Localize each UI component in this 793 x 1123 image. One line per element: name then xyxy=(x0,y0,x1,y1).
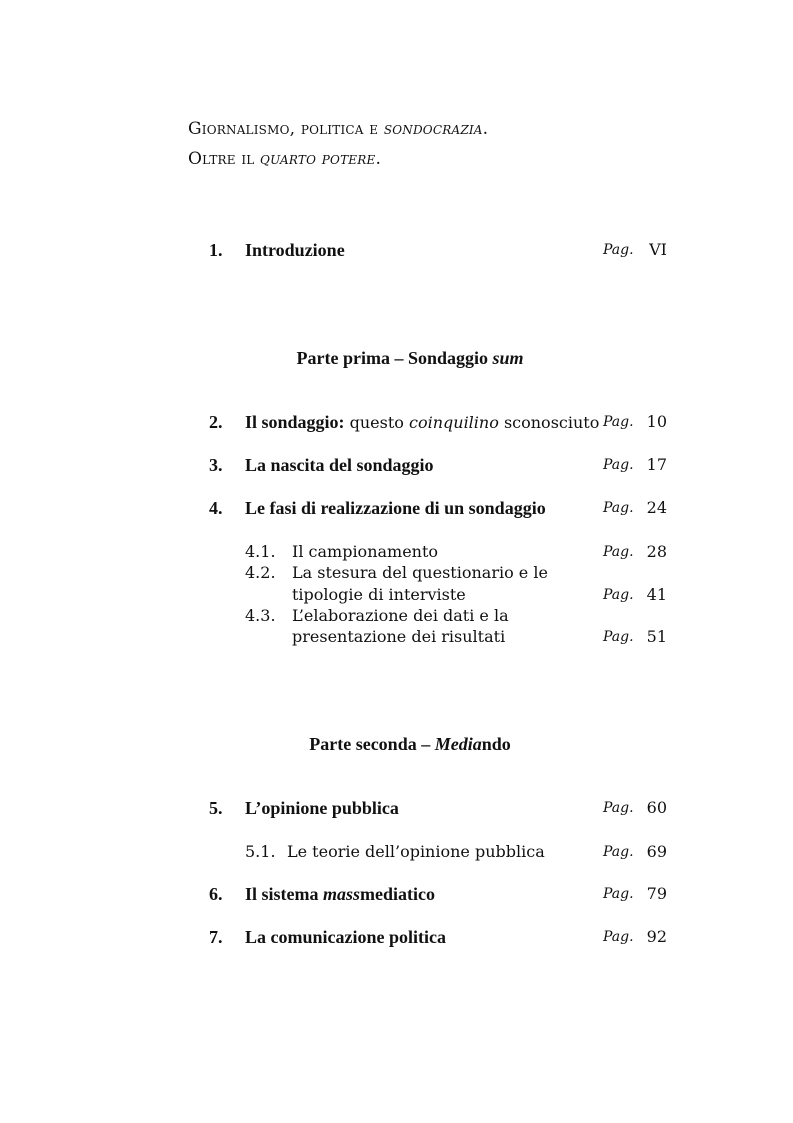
pag-label: Pag. xyxy=(603,844,634,860)
entry-label: La comunicazione politica xyxy=(245,927,446,947)
part-heading-italic: Media xyxy=(434,734,482,754)
title-line-1-end: . xyxy=(482,119,489,139)
pag-label: Pag. xyxy=(603,929,634,945)
entry-label-line-1: L’elaborazione dei dati e la xyxy=(292,606,509,625)
entry-label-italic: mass xyxy=(323,884,361,904)
title-line-2 xyxy=(188,144,488,174)
entry-page-number: 24 xyxy=(646,498,667,517)
toc-entry-introduction[interactable] xyxy=(0,240,793,264)
part-heading-text: Parte seconda – xyxy=(309,734,435,754)
entry-label xyxy=(245,412,599,433)
pag-label: Pag. xyxy=(603,500,634,516)
pag-label: Pag. xyxy=(603,544,634,560)
title-line-2-end: . xyxy=(375,149,382,169)
title-line-1 xyxy=(188,114,488,144)
entry-label-line-2: tipologie di interviste xyxy=(292,585,466,604)
entry-page-number: 79 xyxy=(646,884,667,903)
pag-label: Pag. xyxy=(603,886,634,902)
entry-label: Le fasi di realizzazione di un sondaggio xyxy=(245,498,546,518)
entry-page-number: 10 xyxy=(646,412,667,431)
toc-entry-chapter-2[interactable] xyxy=(0,412,793,436)
part-heading-2 xyxy=(0,734,793,755)
entry-label: Introduzione xyxy=(245,240,345,260)
entry-label-bold: Il sondaggio: xyxy=(245,412,345,432)
entry-label xyxy=(245,884,435,905)
entry-number: 4.1. xyxy=(245,542,276,561)
part-heading-suffix: ndo xyxy=(481,734,511,754)
entry-page-number: 28 xyxy=(646,542,667,561)
entry-page-number: 69 xyxy=(646,842,667,861)
title-line-2-italic: quarto potere xyxy=(260,149,376,169)
entry-label-line-2: presentazione dei risultati xyxy=(292,627,506,646)
entry-label: Il campionamento xyxy=(292,542,439,561)
toc-entry-section-4-3-cont[interactable] xyxy=(0,627,793,651)
entry-page-number: 51 xyxy=(646,627,667,646)
entry-label-post: mediatico xyxy=(360,884,435,904)
entry-number: 6. xyxy=(209,884,223,904)
toc-entry-chapter-7[interactable] xyxy=(0,927,793,951)
title-line-2-text: Oltre il xyxy=(188,149,261,169)
entry-label: Le teorie dell’opinione pubblica xyxy=(287,842,545,861)
entry-label-italic: coinquilino xyxy=(409,413,499,432)
entry-number: 3. xyxy=(209,455,223,475)
entry-page-number: VI xyxy=(649,240,667,259)
entry-label-regular-2: sconosciuto xyxy=(498,413,600,432)
toc-entry-chapter-4[interactable] xyxy=(0,498,793,522)
part-heading-text: Parte prima – Sondaggio xyxy=(296,348,493,368)
entry-number: 4.2. xyxy=(245,563,276,582)
title-line-1-text: Giornalismo, politica e xyxy=(188,119,384,139)
entry-number: 2. xyxy=(209,412,223,432)
entry-number: 4. xyxy=(209,498,223,518)
toc-entry-chapter-6[interactable] xyxy=(0,884,793,908)
pag-label: Pag. xyxy=(603,414,634,430)
entry-number: 1. xyxy=(209,240,223,260)
pag-label: Pag. xyxy=(603,242,634,258)
entry-label: L’opinione pubblica xyxy=(245,798,399,818)
entry-label-regular: questo xyxy=(344,413,409,432)
entry-label: La nascita del sondaggio xyxy=(245,455,434,475)
toc-entry-section-4-2[interactable] xyxy=(0,563,793,587)
pag-label: Pag. xyxy=(603,587,634,603)
part-heading-1 xyxy=(0,348,793,369)
pag-label: Pag. xyxy=(603,457,634,473)
toc-entry-section-5-1[interactable] xyxy=(0,842,793,866)
document-title xyxy=(188,114,488,174)
entry-label-line-1: La stesura del questionario e le xyxy=(292,563,548,582)
entry-page-number: 17 xyxy=(646,455,667,474)
entry-number: 5.1. xyxy=(245,842,276,861)
title-line-1-italic: sondocrazia xyxy=(383,119,483,139)
entry-page-number: 60 xyxy=(646,798,667,817)
part-heading-italic: sum xyxy=(492,348,524,368)
pag-label: Pag. xyxy=(603,800,634,816)
toc-entry-chapter-3[interactable] xyxy=(0,455,793,479)
toc-entry-chapter-5[interactable] xyxy=(0,798,793,822)
entry-number: 5. xyxy=(209,798,223,818)
entry-number: 4.3. xyxy=(245,606,276,625)
entry-number: 7. xyxy=(209,927,223,947)
pag-label: Pag. xyxy=(603,629,634,645)
entry-page-number: 92 xyxy=(646,927,667,946)
entry-page-number: 41 xyxy=(646,585,667,604)
entry-label-pre: Il sistema xyxy=(245,884,323,904)
